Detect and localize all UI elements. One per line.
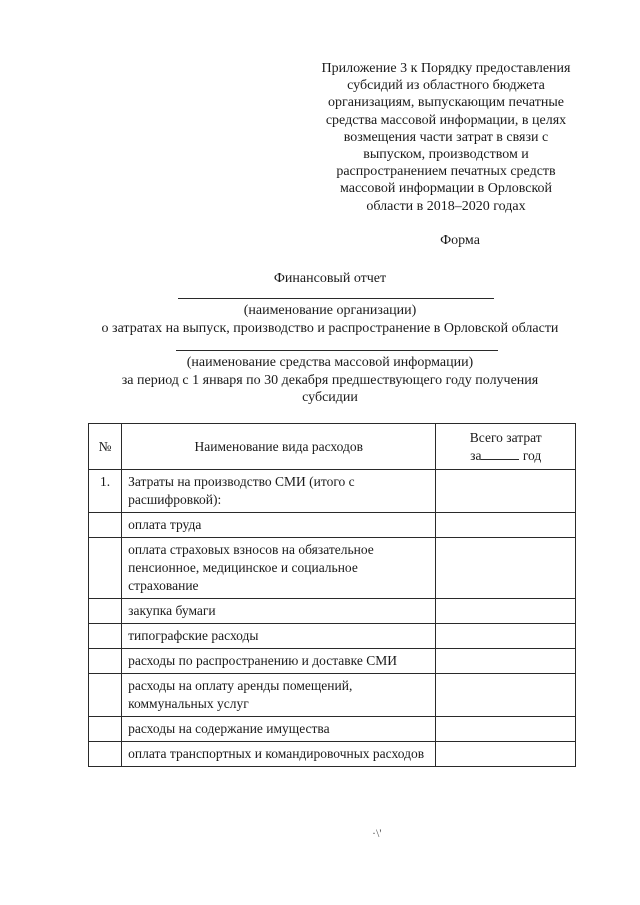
table-row <box>89 717 576 742</box>
scan-mark: ·\' <box>372 826 382 840</box>
report-purpose: о затратах на выпуск, производство и распространение в Орловской области <box>101 321 559 336</box>
period-line-2: субсидии <box>302 390 358 405</box>
table-row <box>89 649 576 674</box>
row-total-cell <box>436 599 576 624</box>
header-total-prefix: за <box>470 447 482 463</box>
table-header-row <box>89 424 576 470</box>
row-number <box>89 624 122 649</box>
row-number <box>89 742 122 767</box>
row-total-cell <box>436 674 576 717</box>
row-expense-name: Затраты на производство СМИ (итого с расшифровкой): <box>122 470 436 513</box>
table-row <box>89 599 576 624</box>
appendix-line: области в 2018–2020 годах <box>366 198 526 214</box>
appendix-line: субсидий из областного бюджета <box>347 78 545 94</box>
table-row <box>89 624 576 649</box>
row-expense-name: оплата транспортных и командировочных расходов <box>122 742 436 767</box>
form-label: Форма <box>440 233 480 248</box>
row-number <box>89 649 122 674</box>
appendix-line: Приложение 3 к Порядку предоставления <box>321 61 571 76</box>
appendix-line: выпуском, производством и <box>363 147 529 163</box>
row-expense-name: оплата страховых взносов на обязательное пенсионное, медицинское и социальное страхование <box>122 538 436 599</box>
row-expense-name: расходы по распространению и доставке СМИ <box>122 649 436 674</box>
appendix-line: распространением печатных средств <box>336 164 556 180</box>
table-row <box>89 538 576 599</box>
row-number <box>89 538 122 599</box>
row-total-cell <box>436 538 576 599</box>
row-number <box>89 717 122 742</box>
table-row <box>89 470 576 513</box>
table-row <box>89 674 576 717</box>
row-expense-name: оплата труда <box>122 513 436 538</box>
header-expense-name: Наименование вида расходов <box>122 424 436 470</box>
row-number <box>89 674 122 717</box>
org-name-caption: (наименование организации) <box>243 303 417 318</box>
header-total <box>436 424 576 470</box>
row-total-cell <box>436 470 576 513</box>
appendix-line: организациям, выпускающим печатные <box>327 95 565 111</box>
report-title: Финансовый отчет <box>273 271 387 286</box>
header-total-line2 <box>442 447 569 465</box>
table-row <box>89 513 576 538</box>
media-name-blank-line <box>176 350 498 351</box>
row-number <box>89 599 122 624</box>
row-total-cell <box>436 624 576 649</box>
row-expense-name: закупка бумаги <box>122 599 436 624</box>
org-name-blank-line <box>178 298 494 299</box>
header-total-line1: Всего затрат <box>469 429 542 445</box>
appendix-line: возмещения части затрат в связи с <box>343 129 549 145</box>
appendix-line: массовой информации в Орловской <box>339 181 553 197</box>
media-name-caption: (наименование средства массовой информации) <box>186 355 474 370</box>
row-number <box>89 513 122 538</box>
row-expense-name: типографские расходы <box>122 624 436 649</box>
header-total-suffix: год <box>522 447 542 463</box>
row-total-cell <box>436 649 576 674</box>
row-number: 1. <box>89 470 122 513</box>
table-row <box>89 742 576 767</box>
row-expense-name: расходы на оплату аренды помещений, коммунальных услуг <box>122 674 436 717</box>
row-total-cell <box>436 717 576 742</box>
row-total-cell <box>436 513 576 538</box>
appendix-line: средства массовой информации, в целях <box>325 112 567 128</box>
period-line-1: за период с 1 января по 30 декабря предшествующего году получения <box>121 373 539 388</box>
year-blank-line <box>481 447 519 460</box>
header-number: № <box>89 424 122 470</box>
appendix-header <box>296 60 596 215</box>
row-total-cell <box>436 742 576 767</box>
expense-table <box>88 423 576 767</box>
row-expense-name: расходы на содержание имущества <box>122 717 436 742</box>
